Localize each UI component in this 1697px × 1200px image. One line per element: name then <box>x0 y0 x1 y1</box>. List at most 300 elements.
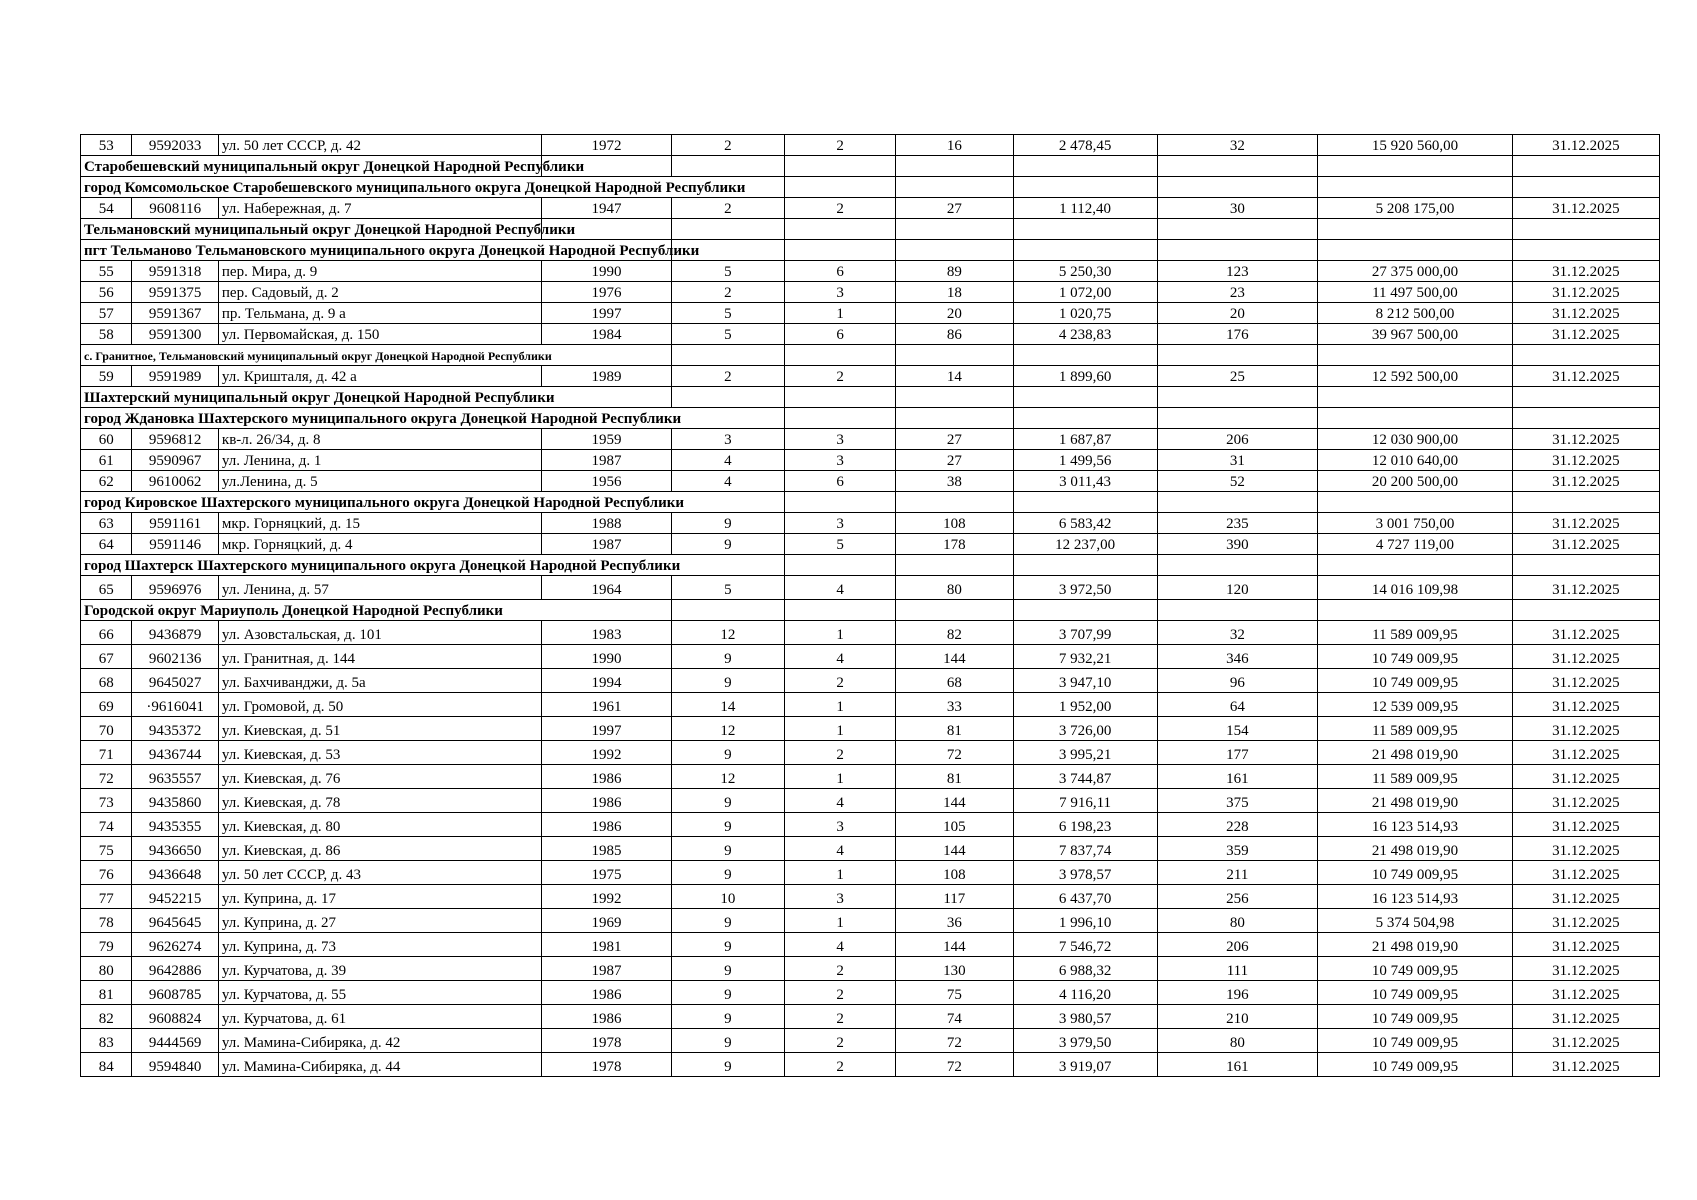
entrances-cell: 2 <box>785 1029 896 1053</box>
area-cell: 1 499,56 <box>1013 450 1157 471</box>
floors-cell: 5 <box>671 303 784 324</box>
area-cell: 3 972,50 <box>1013 576 1157 600</box>
address-cell: ул. Азовстальская, д. 101 <box>218 621 541 645</box>
year-built-cell: 1990 <box>542 645 672 669</box>
year-built-cell: 1994 <box>542 669 672 693</box>
residents-cell: 390 <box>1157 534 1318 555</box>
apartments-cell: 178 <box>896 534 1013 555</box>
area-cell: 12 237,00 <box>1013 534 1157 555</box>
empty-cell <box>896 177 1013 198</box>
year-built-cell: 1987 <box>542 957 672 981</box>
floors-cell: 9 <box>671 957 784 981</box>
table-row <box>81 789 1660 813</box>
empty-cell <box>785 387 896 408</box>
floors-cell: 2 <box>671 366 784 387</box>
cost-cell: 10 749 009,95 <box>1318 1029 1513 1053</box>
row-number-cell: 64 <box>81 534 132 555</box>
empty-cell <box>1318 600 1513 621</box>
cost-cell: 5 208 175,00 <box>1318 198 1513 219</box>
entrances-cell: 6 <box>785 261 896 282</box>
entrances-cell: 6 <box>785 471 896 492</box>
building-id-cell: 9591375 <box>132 282 218 303</box>
section-title: город Кировское Шахтерского муниципального округа Донецкой Народной Республики <box>81 492 785 513</box>
deadline-cell: 31.12.2025 <box>1512 471 1659 492</box>
table-row <box>81 1005 1660 1029</box>
year-built-cell: 1986 <box>542 789 672 813</box>
area-cell: 3 707,99 <box>1013 621 1157 645</box>
floors-cell: 9 <box>671 933 784 957</box>
floors-cell: 9 <box>671 534 784 555</box>
area-cell: 2 478,45 <box>1013 135 1157 156</box>
residents-cell: 30 <box>1157 198 1318 219</box>
area-cell: 3 744,87 <box>1013 765 1157 789</box>
entrances-cell: 3 <box>785 282 896 303</box>
apartments-cell: 105 <box>896 813 1013 837</box>
deadline-cell: 31.12.2025 <box>1512 789 1659 813</box>
row-number-cell: 63 <box>81 513 132 534</box>
residents-cell: 176 <box>1157 324 1318 345</box>
empty-cell <box>896 219 1013 240</box>
residents-cell: 210 <box>1157 1005 1318 1029</box>
year-built-cell: 1992 <box>542 885 672 909</box>
row-number-cell: 59 <box>81 366 132 387</box>
residents-cell: 80 <box>1157 1029 1318 1053</box>
year-built-cell: 1956 <box>542 471 672 492</box>
year-built-cell: 1985 <box>542 837 672 861</box>
building-id-cell: 9592033 <box>132 135 218 156</box>
section-title: Старобешевский муниципальный округ Донецкой Народной Республики <box>81 156 542 177</box>
address-cell: ул. Киевская, д. 51 <box>218 717 541 741</box>
entrances-cell: 2 <box>785 669 896 693</box>
building-id-cell: 9590967 <box>132 450 218 471</box>
section-row <box>81 600 1660 621</box>
area-cell: 1 952,00 <box>1013 693 1157 717</box>
empty-cell <box>785 600 896 621</box>
floors-cell: 10 <box>671 885 784 909</box>
empty-cell <box>1318 240 1513 261</box>
address-cell: ул. Ленина, д. 57 <box>218 576 541 600</box>
year-built-cell: 1978 <box>542 1029 672 1053</box>
row-number-cell: 73 <box>81 789 132 813</box>
cost-cell: 27 375 000,00 <box>1318 261 1513 282</box>
apartments-cell: 72 <box>896 1029 1013 1053</box>
apartments-cell: 20 <box>896 303 1013 324</box>
building-id-cell: 9591989 <box>132 366 218 387</box>
apartments-cell: 72 <box>896 741 1013 765</box>
empty-cell <box>896 600 1013 621</box>
building-id-cell: 9436648 <box>132 861 218 885</box>
entrances-cell: 1 <box>785 765 896 789</box>
building-id-cell: 9610062 <box>132 471 218 492</box>
apartments-cell: 144 <box>896 933 1013 957</box>
floors-cell: 9 <box>671 789 784 813</box>
entrances-cell: 5 <box>785 534 896 555</box>
residents-cell: 359 <box>1157 837 1318 861</box>
year-built-cell: 1997 <box>542 303 672 324</box>
address-cell: ул. Кришталя, д. 42 а <box>218 366 541 387</box>
address-cell: ул. Киевская, д. 76 <box>218 765 541 789</box>
year-built-cell: 1976 <box>542 282 672 303</box>
address-cell: ул. Курчатова, д. 61 <box>218 1005 541 1029</box>
building-id-cell: 9608785 <box>132 981 218 1005</box>
floors-cell: 12 <box>671 717 784 741</box>
entrances-cell: 4 <box>785 837 896 861</box>
empty-cell <box>1157 387 1318 408</box>
year-built-cell: 1986 <box>542 813 672 837</box>
area-cell: 7 932,21 <box>1013 645 1157 669</box>
floors-cell: 12 <box>671 765 784 789</box>
row-number-cell: 71 <box>81 741 132 765</box>
empty-cell <box>785 408 896 429</box>
address-cell: ул. Куприна, д. 27 <box>218 909 541 933</box>
empty-cell <box>1512 177 1659 198</box>
row-number-cell: 81 <box>81 981 132 1005</box>
empty-cell <box>1013 156 1157 177</box>
floors-cell: 9 <box>671 645 784 669</box>
apartments-cell: 89 <box>896 261 1013 282</box>
deadline-cell: 31.12.2025 <box>1512 576 1659 600</box>
entrances-cell: 3 <box>785 513 896 534</box>
cost-cell: 4 727 119,00 <box>1318 534 1513 555</box>
row-number-cell: 57 <box>81 303 132 324</box>
table-row <box>81 1029 1660 1053</box>
building-id-cell: 9436650 <box>132 837 218 861</box>
section-title: пгт Тельманово Тельмановского муниципального округа Донецкой Народной Республики <box>81 240 672 261</box>
empty-cell <box>1318 177 1513 198</box>
row-number-cell: 77 <box>81 885 132 909</box>
address-cell: ул. Киевская, д. 78 <box>218 789 541 813</box>
area-cell: 7 916,11 <box>1013 789 1157 813</box>
residents-cell: 196 <box>1157 981 1318 1005</box>
section-row <box>81 408 1660 429</box>
table-row <box>81 741 1660 765</box>
cost-cell: 10 749 009,95 <box>1318 645 1513 669</box>
cost-cell: 12 539 009,95 <box>1318 693 1513 717</box>
deadline-cell: 31.12.2025 <box>1512 717 1659 741</box>
empty-cell <box>1157 177 1318 198</box>
area-cell: 3 979,50 <box>1013 1029 1157 1053</box>
deadline-cell: 31.12.2025 <box>1512 837 1659 861</box>
row-number-cell: 65 <box>81 576 132 600</box>
residents-cell: 123 <box>1157 261 1318 282</box>
building-id-cell: 9626274 <box>132 933 218 957</box>
table-body <box>81 135 1660 1077</box>
entrances-cell: 3 <box>785 885 896 909</box>
empty-cell <box>896 492 1013 513</box>
building-id-cell: 9444569 <box>132 1029 218 1053</box>
empty-cell <box>1318 492 1513 513</box>
empty-cell <box>671 387 784 408</box>
residents-cell: 161 <box>1157 1053 1318 1077</box>
apartments-cell: 81 <box>896 717 1013 741</box>
area-cell: 3 980,57 <box>1013 1005 1157 1029</box>
floors-cell: 5 <box>671 576 784 600</box>
address-cell: ул. Курчатова, д. 39 <box>218 957 541 981</box>
row-number-cell: 70 <box>81 717 132 741</box>
cost-cell: 5 374 504,98 <box>1318 909 1513 933</box>
entrances-cell: 4 <box>785 789 896 813</box>
entrances-cell: 1 <box>785 909 896 933</box>
cost-cell: 21 498 019,90 <box>1318 837 1513 861</box>
deadline-cell: 31.12.2025 <box>1512 513 1659 534</box>
table-row <box>81 717 1660 741</box>
deadline-cell: 31.12.2025 <box>1512 534 1659 555</box>
empty-cell <box>1157 345 1318 366</box>
deadline-cell: 31.12.2025 <box>1512 303 1659 324</box>
section-row <box>81 177 1660 198</box>
empty-cell <box>1013 219 1157 240</box>
cost-cell: 10 749 009,95 <box>1318 861 1513 885</box>
empty-cell <box>896 387 1013 408</box>
floors-cell: 3 <box>671 429 784 450</box>
residents-cell: 64 <box>1157 693 1318 717</box>
deadline-cell: 31.12.2025 <box>1512 198 1659 219</box>
cost-cell: 11 589 009,95 <box>1318 717 1513 741</box>
section-title: Тельмановский муниципальный округ Донецкой Народной Республики <box>81 219 542 240</box>
area-cell: 1 899,60 <box>1013 366 1157 387</box>
section-title: город Ждановка Шахтерского муниципального округа Донецкой Народной Республики <box>81 408 785 429</box>
building-id-cell: 9435355 <box>132 813 218 837</box>
address-cell: ул. Курчатова, д. 55 <box>218 981 541 1005</box>
apartments-cell: 36 <box>896 909 1013 933</box>
cost-cell: 21 498 019,90 <box>1318 789 1513 813</box>
address-cell: ул. Киевская, д. 86 <box>218 837 541 861</box>
table-row <box>81 837 1660 861</box>
area-cell: 5 250,30 <box>1013 261 1157 282</box>
empty-cell <box>1157 240 1318 261</box>
cost-cell: 12 030 900,00 <box>1318 429 1513 450</box>
address-cell: ул. Громовой, д. 50 <box>218 693 541 717</box>
deadline-cell: 31.12.2025 <box>1512 813 1659 837</box>
row-number-cell: 84 <box>81 1053 132 1077</box>
entrances-cell: 1 <box>785 621 896 645</box>
cost-cell: 12 592 500,00 <box>1318 366 1513 387</box>
apartments-cell: 130 <box>896 957 1013 981</box>
apartments-cell: 27 <box>896 450 1013 471</box>
row-number-cell: 79 <box>81 933 132 957</box>
building-id-cell: 9602136 <box>132 645 218 669</box>
residents-cell: 32 <box>1157 135 1318 156</box>
table-row <box>81 429 1660 450</box>
building-id-cell: 9645027 <box>132 669 218 693</box>
table-row <box>81 885 1660 909</box>
area-cell: 7 546,72 <box>1013 933 1157 957</box>
floors-cell: 9 <box>671 861 784 885</box>
table-row <box>81 576 1660 600</box>
empty-cell <box>1157 555 1318 576</box>
area-cell: 6 988,32 <box>1013 957 1157 981</box>
empty-cell <box>1318 408 1513 429</box>
row-number-cell: 60 <box>81 429 132 450</box>
building-id-cell: 9608116 <box>132 198 218 219</box>
empty-cell <box>1512 240 1659 261</box>
empty-cell <box>785 219 896 240</box>
residents-cell: 161 <box>1157 765 1318 789</box>
entrances-cell: 2 <box>785 957 896 981</box>
cost-cell: 20 200 500,00 <box>1318 471 1513 492</box>
table-row <box>81 471 1660 492</box>
area-cell: 3 947,10 <box>1013 669 1157 693</box>
area-cell: 3 995,21 <box>1013 741 1157 765</box>
row-number-cell: 55 <box>81 261 132 282</box>
deadline-cell: 31.12.2025 <box>1512 861 1659 885</box>
apartments-cell: 27 <box>896 198 1013 219</box>
section-title: город Шахтерск Шахтерского муниципального округа Донецкой Народной Республики <box>81 555 785 576</box>
apartments-cell: 81 <box>896 765 1013 789</box>
area-cell: 6 437,70 <box>1013 885 1157 909</box>
section-row <box>81 240 1660 261</box>
empty-cell <box>896 156 1013 177</box>
cost-cell: 3 001 750,00 <box>1318 513 1513 534</box>
floors-cell: 2 <box>671 282 784 303</box>
address-cell: кв-л. 26/34, д. 8 <box>218 429 541 450</box>
area-cell: 1 996,10 <box>1013 909 1157 933</box>
apartments-cell: 16 <box>896 135 1013 156</box>
empty-cell <box>785 345 896 366</box>
deadline-cell: 31.12.2025 <box>1512 981 1659 1005</box>
floors-cell: 4 <box>671 471 784 492</box>
apartments-cell: 82 <box>896 621 1013 645</box>
floors-cell: 9 <box>671 909 784 933</box>
apartments-cell: 80 <box>896 576 1013 600</box>
cost-cell: 21 498 019,90 <box>1318 741 1513 765</box>
apartments-cell: 144 <box>896 645 1013 669</box>
address-cell: ул. Гранитная, д. 144 <box>218 645 541 669</box>
floors-cell: 14 <box>671 693 784 717</box>
residents-cell: 96 <box>1157 669 1318 693</box>
residents-cell: 228 <box>1157 813 1318 837</box>
row-number-cell: 75 <box>81 837 132 861</box>
year-built-cell: 1986 <box>542 1005 672 1029</box>
floors-cell: 12 <box>671 621 784 645</box>
address-cell: ул. Набережная, д. 7 <box>218 198 541 219</box>
deadline-cell: 31.12.2025 <box>1512 450 1659 471</box>
table-row <box>81 669 1660 693</box>
empty-cell <box>896 240 1013 261</box>
empty-cell <box>1013 600 1157 621</box>
year-built-cell: 1989 <box>542 366 672 387</box>
residents-cell: 120 <box>1157 576 1318 600</box>
area-cell: 4 238,83 <box>1013 324 1157 345</box>
empty-cell <box>1013 408 1157 429</box>
table-row <box>81 450 1660 471</box>
empty-cell <box>896 555 1013 576</box>
address-cell: пер. Мира, д. 9 <box>218 261 541 282</box>
residents-cell: 154 <box>1157 717 1318 741</box>
deadline-cell: 31.12.2025 <box>1512 1005 1659 1029</box>
year-built-cell: 1988 <box>542 513 672 534</box>
empty-cell <box>785 492 896 513</box>
deadline-cell: 31.12.2025 <box>1512 669 1659 693</box>
year-built-cell: 1997 <box>542 717 672 741</box>
residents-cell: 20 <box>1157 303 1318 324</box>
area-cell: 3 726,00 <box>1013 717 1157 741</box>
empty-cell <box>1157 600 1318 621</box>
row-number-cell: 72 <box>81 765 132 789</box>
residents-cell: 177 <box>1157 741 1318 765</box>
entrances-cell: 2 <box>785 741 896 765</box>
cost-cell: 16 123 514,93 <box>1318 813 1513 837</box>
empty-cell <box>1013 387 1157 408</box>
building-id-cell: 9594840 <box>132 1053 218 1077</box>
residents-cell: 256 <box>1157 885 1318 909</box>
row-number-cell: 76 <box>81 861 132 885</box>
year-built-cell: 1984 <box>542 324 672 345</box>
year-built-cell: 1972 <box>542 135 672 156</box>
table-row <box>81 366 1660 387</box>
address-cell: мкр. Горняцкий, д. 4 <box>218 534 541 555</box>
row-number-cell: 62 <box>81 471 132 492</box>
section-row <box>81 219 1660 240</box>
cost-cell: 14 016 109,98 <box>1318 576 1513 600</box>
building-id-cell: 9645645 <box>132 909 218 933</box>
year-built-cell: 1986 <box>542 765 672 789</box>
table-row <box>81 261 1660 282</box>
empty-cell <box>1512 600 1659 621</box>
cost-cell: 10 749 009,95 <box>1318 669 1513 693</box>
year-built-cell: 1964 <box>542 576 672 600</box>
empty-cell <box>1512 345 1659 366</box>
deadline-cell: 31.12.2025 <box>1512 1053 1659 1077</box>
year-built-cell: 1986 <box>542 981 672 1005</box>
year-built-cell: 1978 <box>542 1053 672 1077</box>
deadline-cell: 31.12.2025 <box>1512 693 1659 717</box>
deadline-cell: 31.12.2025 <box>1512 135 1659 156</box>
row-number-cell: 82 <box>81 1005 132 1029</box>
empty-cell <box>1013 177 1157 198</box>
area-cell: 7 837,74 <box>1013 837 1157 861</box>
section-title: с. Гранитное, Тельмановский муниципальный округ Донецкой Народной Республики <box>81 345 672 366</box>
building-id-cell: 9435372 <box>132 717 218 741</box>
empty-cell <box>1013 240 1157 261</box>
residents-cell: 346 <box>1157 645 1318 669</box>
entrances-cell: 2 <box>785 1053 896 1077</box>
deadline-cell: 31.12.2025 <box>1512 1029 1659 1053</box>
cost-cell: 16 123 514,93 <box>1318 885 1513 909</box>
cost-cell: 11 589 009,95 <box>1318 765 1513 789</box>
empty-cell <box>1512 219 1659 240</box>
building-id-cell: 9591300 <box>132 324 218 345</box>
section-row <box>81 492 1660 513</box>
deadline-cell: 31.12.2025 <box>1512 909 1659 933</box>
building-id-cell: 9591367 <box>132 303 218 324</box>
cost-cell: 10 749 009,95 <box>1318 1053 1513 1077</box>
deadline-cell: 31.12.2025 <box>1512 429 1659 450</box>
section-row <box>81 156 1660 177</box>
empty-cell <box>671 600 784 621</box>
floors-cell: 9 <box>671 513 784 534</box>
building-id-cell: 9452215 <box>132 885 218 909</box>
apartments-cell: 33 <box>896 693 1013 717</box>
building-id-cell: 9608824 <box>132 1005 218 1029</box>
deadline-cell: 31.12.2025 <box>1512 885 1659 909</box>
apartments-cell: 75 <box>896 981 1013 1005</box>
deadline-cell: 31.12.2025 <box>1512 621 1659 645</box>
residents-cell: 235 <box>1157 513 1318 534</box>
address-cell: ул. 50 лет СССР, д. 42 <box>218 135 541 156</box>
deadline-cell: 31.12.2025 <box>1512 645 1659 669</box>
row-number-cell: 56 <box>81 282 132 303</box>
empty-cell <box>1013 555 1157 576</box>
table-row <box>81 909 1660 933</box>
area-cell: 1 112,40 <box>1013 198 1157 219</box>
empty-cell <box>1318 156 1513 177</box>
building-id-cell: 9596812 <box>132 429 218 450</box>
floors-cell: 4 <box>671 450 784 471</box>
apartments-cell: 14 <box>896 366 1013 387</box>
empty-cell <box>671 345 784 366</box>
table-row <box>81 813 1660 837</box>
